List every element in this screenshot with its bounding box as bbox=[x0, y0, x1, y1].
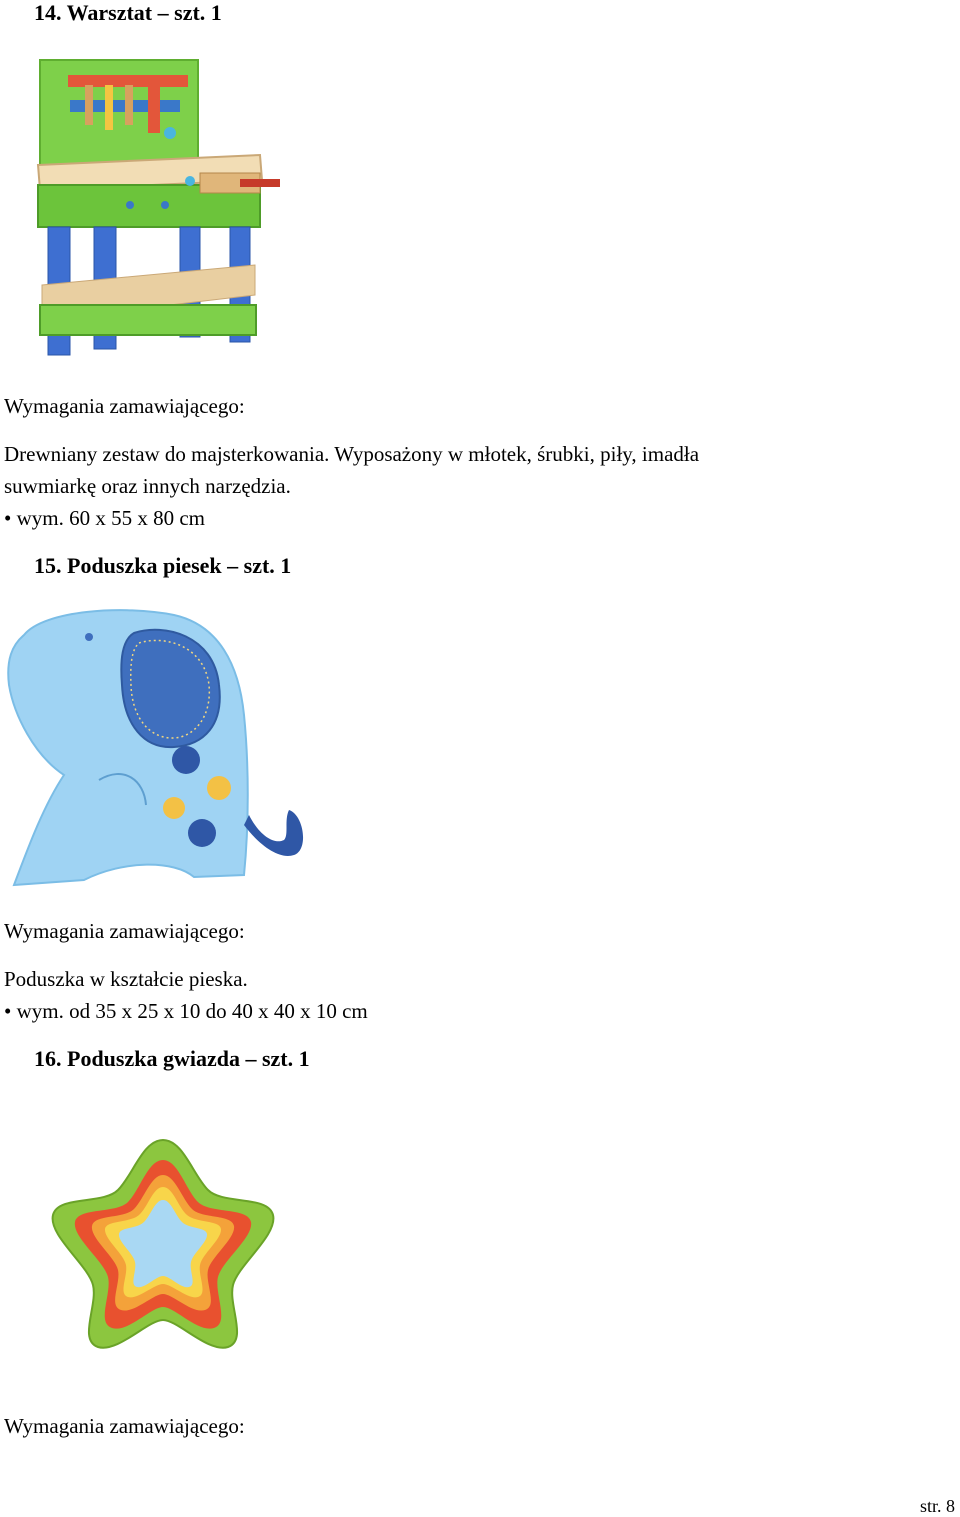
item-heading: 14. Warsztat – szt. 1 bbox=[34, 0, 222, 25]
dimensions: • wym. od 35 x 25 x 10 do 40 x 40 x 10 cm bbox=[4, 999, 368, 1023]
description-line: Poduszka w kształcie pieska. bbox=[4, 967, 248, 991]
page-number: str. 8 bbox=[920, 1496, 956, 1516]
item-heading: 15. Poduszka piesek – szt. 1 bbox=[34, 553, 292, 578]
requirements-label: Wymagania zamawiającego: bbox=[4, 1414, 245, 1438]
star-pillow-image bbox=[48, 1135, 278, 1350]
description-line: suwmiarkę oraz innych narzędzia. bbox=[4, 474, 291, 498]
workbench-toy-image bbox=[30, 55, 290, 360]
dog-pillow-image bbox=[4, 605, 314, 890]
description-line: Drewniany zestaw do majsterkowania. Wyposażony w młotek, śrubki, piły, imadła bbox=[4, 442, 700, 466]
item-heading: 16. Poduszka gwiazda – szt. 1 bbox=[34, 1046, 310, 1071]
requirements-label: Wymagania zamawiającego: bbox=[4, 919, 245, 943]
requirements-label: Wymagania zamawiającego: bbox=[4, 394, 245, 418]
dimensions: • wym. 60 x 55 x 80 cm bbox=[4, 506, 206, 530]
